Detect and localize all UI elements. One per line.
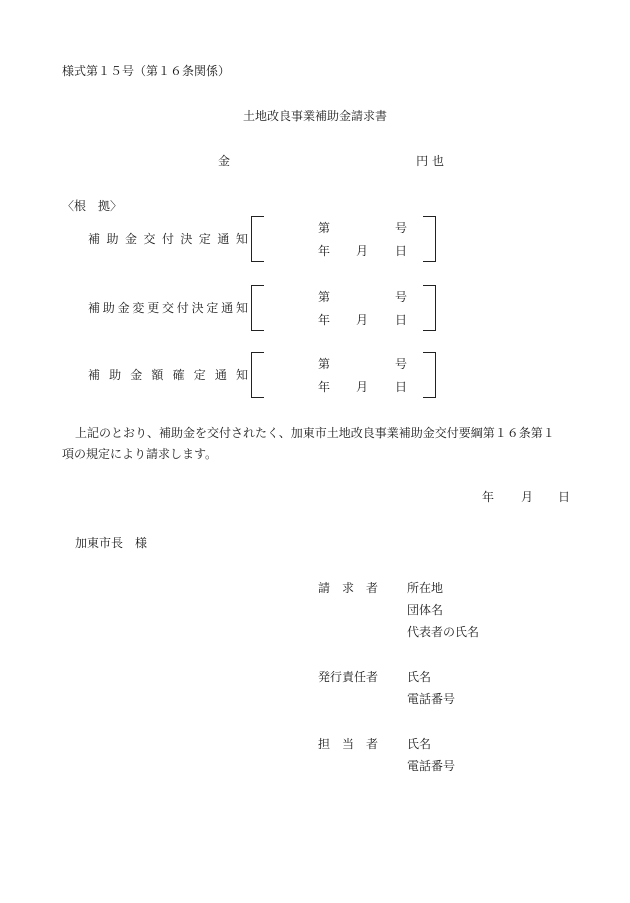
body-text-line1: 上記のとおり、補助金を交付されたく、加東市土地改良事業補助金交付要綱第１６条第１ bbox=[75, 426, 555, 440]
date-year: 年 bbox=[482, 490, 495, 504]
date-day: 日 bbox=[395, 313, 408, 327]
bracket-left bbox=[251, 285, 264, 331]
notice-label: 補 助 金 額 確 定 通 知 bbox=[88, 368, 248, 382]
notice-label: 補 助 金 交 付 決 定 通 知 bbox=[88, 232, 248, 246]
issuer-role: 発行責任者 bbox=[318, 670, 379, 684]
date-year: 年 bbox=[318, 244, 331, 258]
date-day: 日 bbox=[395, 244, 408, 258]
date-month: 月 bbox=[521, 490, 534, 504]
contact-role: 担 当 者 bbox=[318, 737, 379, 751]
date-month: 月 bbox=[356, 313, 369, 327]
amount-suffix: 円 也 bbox=[416, 154, 444, 168]
bracket-right bbox=[423, 216, 436, 262]
notice-label: 補 助 金 変 更 交 付 決 定 通 知 bbox=[88, 301, 248, 315]
document-title: 土地改良事業補助金請求書 bbox=[242, 109, 387, 123]
number-suffix: 号 bbox=[395, 290, 408, 304]
date-year: 年 bbox=[318, 380, 331, 394]
contact-name-label: 氏名 bbox=[407, 737, 432, 751]
bracket-left bbox=[251, 352, 264, 398]
date-day: 日 bbox=[395, 380, 408, 394]
bracket-left bbox=[251, 216, 264, 262]
claimant-address-label: 所在地 bbox=[407, 581, 444, 595]
number-suffix: 号 bbox=[395, 357, 408, 371]
amount-prefix: 金 bbox=[218, 154, 231, 168]
body-text-line2: 項の規定により請求します。 bbox=[62, 447, 218, 461]
date-month: 月 bbox=[356, 380, 369, 394]
number-suffix: 号 bbox=[395, 221, 408, 235]
addressee: 加東市長 様 bbox=[75, 536, 148, 550]
form-number: 様式第１５号（第１６条関係） bbox=[62, 64, 231, 78]
number-prefix: 第 bbox=[318, 221, 331, 235]
claimant-organization-label: 団体名 bbox=[407, 603, 444, 617]
claimant-representative-label: 代表者の氏名 bbox=[407, 625, 480, 639]
date-month: 月 bbox=[356, 244, 369, 258]
date-year: 年 bbox=[318, 313, 331, 327]
bracket-right bbox=[423, 352, 436, 398]
basis-label: 〈根 拠〉 bbox=[62, 199, 123, 213]
date-day: 日 bbox=[558, 490, 571, 504]
contact-phone-label: 電話番号 bbox=[407, 759, 456, 773]
number-prefix: 第 bbox=[318, 357, 331, 371]
claimant-role: 請 求 者 bbox=[318, 581, 379, 595]
bracket-right bbox=[423, 285, 436, 331]
issuer-phone-label: 電話番号 bbox=[407, 692, 456, 706]
number-prefix: 第 bbox=[318, 290, 331, 304]
issuer-name-label: 氏名 bbox=[407, 670, 432, 684]
